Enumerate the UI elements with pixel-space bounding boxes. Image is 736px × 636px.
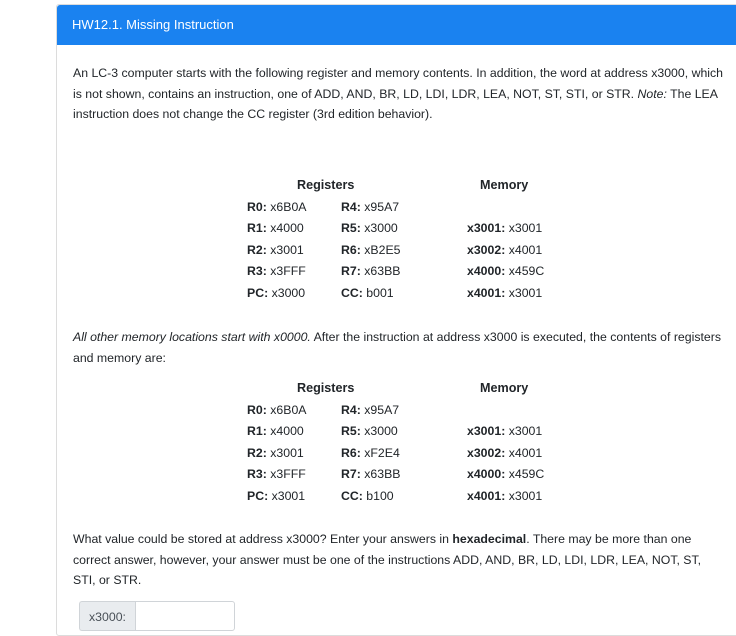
intro-paragraph — [73, 63, 723, 125]
question-card — [56, 4, 736, 636]
register-row: CC: b100 — [341, 489, 394, 503]
intro-note-label: Note: — [637, 86, 667, 101]
register-row: PC: x3000 — [247, 286, 306, 300]
register-row: R1: x4000 — [247, 221, 304, 235]
question-text-a: What value could be stored at address x3000? Enter your answers in — [73, 532, 453, 546]
memory-row: x3002: x4001 — [467, 446, 543, 460]
register-row: PC: x3001 — [247, 489, 306, 503]
register-row: R3: x3FFF — [247, 467, 306, 481]
memory-row: x4001: x3001 — [467, 286, 543, 300]
answer-label: x3000: — [79, 601, 135, 631]
register-row: R1: x4000 — [247, 424, 304, 438]
intro-text-b: The LEA instruction does not change the CC register (3rd edition behavior). — [73, 86, 718, 121]
memory-row: x3002: x4001 — [467, 243, 543, 257]
register-row: R7: x63BB — [341, 264, 401, 278]
intro-text-a: An LC-3 computer starts with the following register and memory contents. In addition, the word at address x3000, which is not shown, contains an instruction, one of ADD, AND, BR, LD, LDI, LDR, LEA, NOT, ST, STI, or STR. — [73, 66, 724, 101]
answer-input-group — [79, 601, 235, 631]
question-paragraph — [73, 529, 723, 591]
register-row: R4: x95A7 — [341, 200, 400, 214]
register-row: R5: x3000 — [341, 424, 398, 438]
answer-input[interactable] — [135, 601, 235, 631]
register-row: R2: x3001 — [247, 446, 304, 460]
middle-text: After the instruction at address x3000 is executed, the contents of registers and memory are: — [73, 330, 721, 365]
register-row: R4: x95A7 — [341, 403, 400, 417]
memory-row: x3001: x3001 — [467, 221, 543, 235]
register-row: R6: xB2E5 — [341, 243, 401, 257]
register-row: R2: x3001 — [247, 243, 304, 257]
register-row: R7: x63BB — [341, 467, 401, 481]
register-row: R3: x3FFF — [247, 264, 306, 278]
register-row: CC: b001 — [341, 286, 394, 300]
question-bold-hexadecimal: hexadecimal — [452, 532, 527, 546]
middle-italic-text: All other memory locations start with x0000. — [73, 330, 311, 344]
memory-row: x4001: x3001 — [467, 489, 543, 503]
memory-row: x4000: x459C — [467, 264, 545, 278]
registers-header: Registers — [297, 178, 355, 192]
memory-header: Memory — [480, 178, 529, 192]
registers-header: Registers — [297, 381, 355, 395]
register-row: R5: x3000 — [341, 221, 398, 235]
middle-paragraph — [73, 327, 723, 368]
register-row: R6: xF2E4 — [341, 446, 400, 460]
memory-row: x3001: x3001 — [467, 424, 543, 438]
memory-row: x4000: x459C — [467, 467, 545, 481]
register-row: R0: x6B0A — [247, 200, 307, 214]
memory-header: Memory — [480, 381, 529, 395]
question-title: HW12.1. Missing Instruction — [57, 5, 736, 45]
question-text-b: . There may be more than one correct answer, however, your answer must be one of the instructions ADD, AND, BR, LD, LDI, LDR, LEA, NOT, ST, STI, or STR. — [73, 532, 702, 587]
register-row: R0: x6B0A — [247, 403, 307, 417]
